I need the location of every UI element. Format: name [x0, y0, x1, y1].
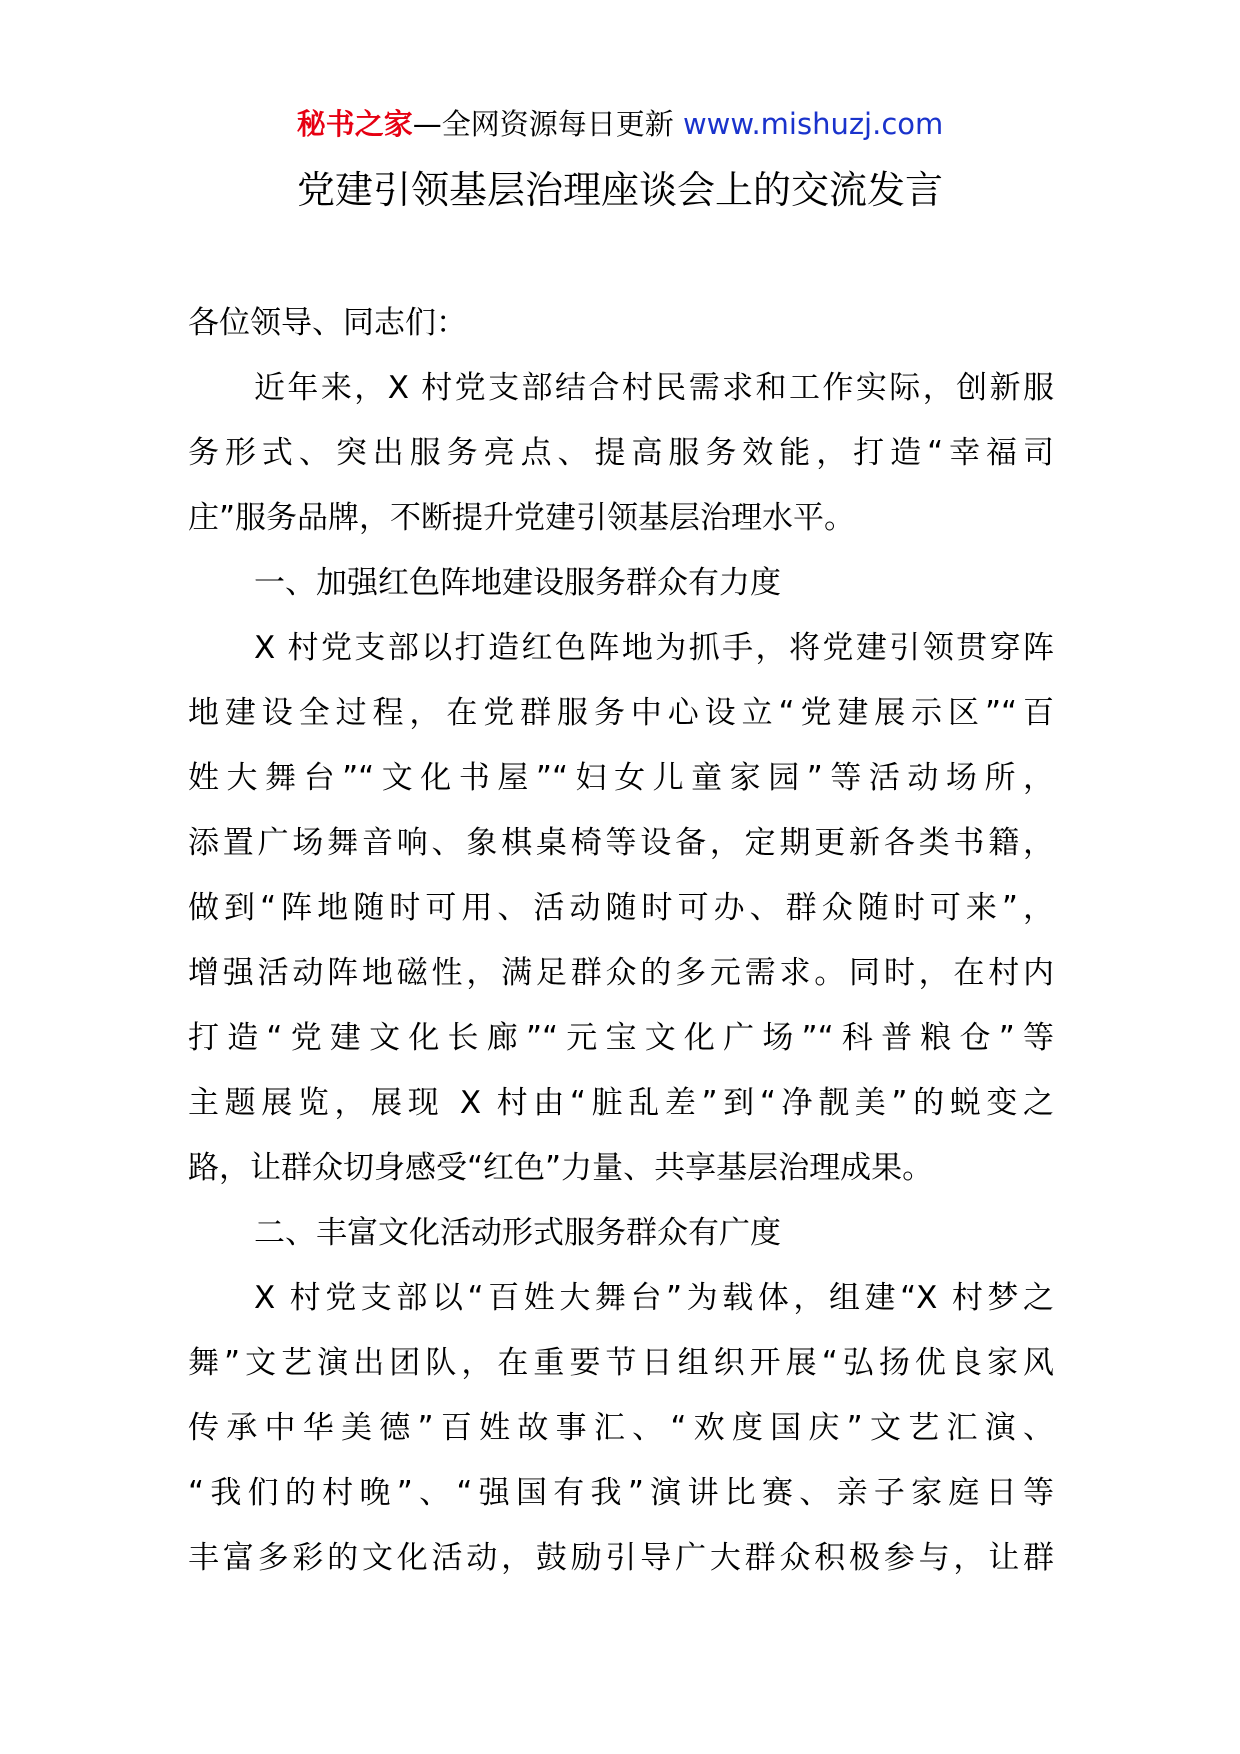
site-header	[0, 102, 1240, 146]
document-body	[188, 291, 1054, 1591]
paragraph-line: 姓大舞台”“文化书屋”“妇女儿童家园”等活动场所，	[188, 760, 1054, 796]
paragraph-line: 传承中华美德”百姓故事汇、“欢度国庆”文艺汇演、	[188, 1410, 1054, 1446]
paragraph-line: “我们的村晚”、“强国有我”演讲比赛、亲子家庭日等	[188, 1475, 1054, 1511]
paragraph-line: 务形式、突出服务亮点、提高服务效能，打造“幸福司	[188, 435, 1054, 471]
paragraph-section-1	[188, 616, 1054, 1201]
paragraph-line: 打造“党建文化长廊”“元宝文化广场”“科普粮仓”等	[188, 1020, 1054, 1056]
paragraph-line: 丰富多彩的文化活动，鼓励引导广大群众积极参与，让群	[188, 1540, 1054, 1576]
section-heading-1: 一、加强红色阵地建设服务群众有力度	[254, 565, 781, 601]
paragraph-line: 庄”服务品牌，不断提升党建引领基层治理水平。	[188, 500, 856, 536]
paragraph-line: 舞”文艺演出团队，在重要节日组织开展“弘扬优良家风	[188, 1345, 1054, 1381]
site-tagline: —全网资源每日更新	[412, 107, 674, 141]
paragraph-line: X 村党支部以打造红色阵地为抓手，将党建引领贯穿阵	[254, 630, 1054, 666]
site-brand: 秘书之家	[296, 107, 413, 141]
paragraph-line: 增强活动阵地磁性，满足群众的多元需求。同时，在村内	[188, 955, 1054, 991]
paragraph-line: 路，让群众切身感受“红色”力量、共享基层治理成果。	[188, 1150, 934, 1186]
paragraph-line: X 村党支部以“百姓大舞台”为载体，组建“X 村梦之	[254, 1280, 1054, 1316]
section-heading-2: 二、丰富文化活动形式服务群众有广度	[254, 1215, 781, 1251]
paragraph-line: 主题展览，展现 X 村由“脏乱差”到“净靓美”的蜕变之	[188, 1085, 1054, 1121]
paragraph-line: 近年来，X 村党支部结合村民需求和工作实际，创新服	[254, 370, 1054, 406]
salutation: 各位领导、同志们：	[188, 305, 467, 341]
paragraph-intro	[188, 356, 1054, 551]
site-url-link[interactable]: www.mishuzj.com	[682, 107, 944, 141]
paragraph-line: 添置广场舞音响、象棋桌椅等设备，定期更新各类书籍，	[188, 825, 1054, 861]
paragraph-section-2	[188, 1266, 1054, 1591]
paragraph-line: 地建设全过程，在党群服务中心设立“党建展示区”“百	[188, 695, 1054, 731]
paragraph-line: 做到“阵地随时可用、活动随时可办、群众随时可来”，	[188, 890, 1054, 926]
document-title: 党建引领基层治理座谈会上的交流发言	[296, 168, 943, 212]
